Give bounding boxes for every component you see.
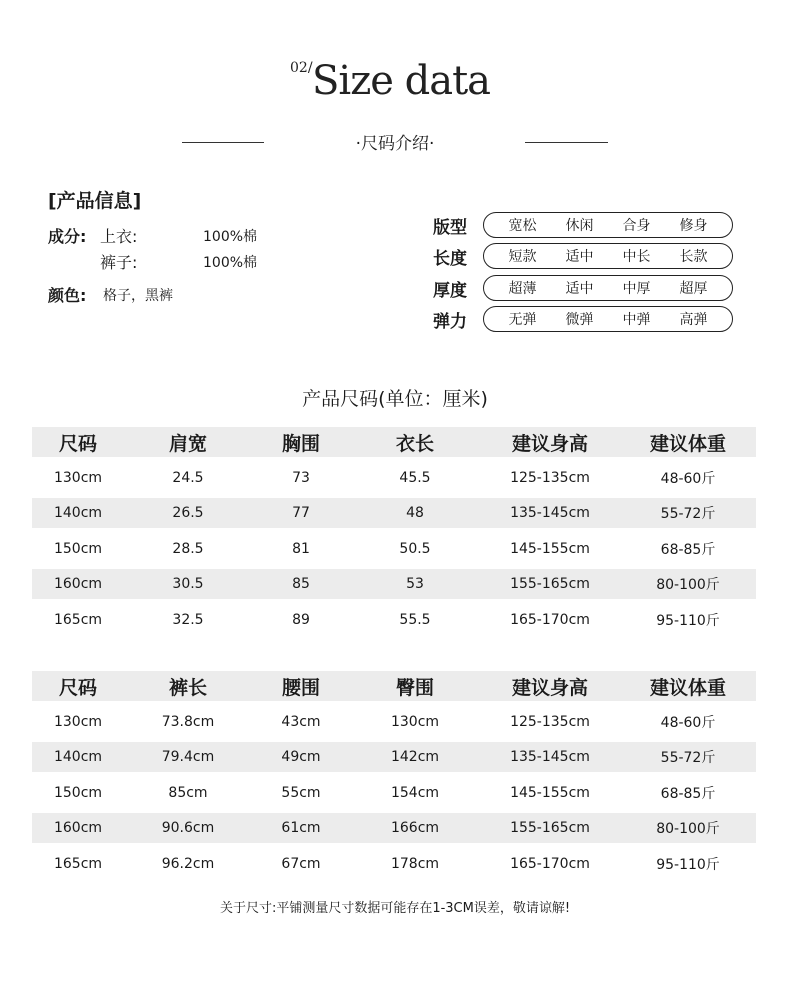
attribute-option: 超薄	[508, 281, 537, 297]
table-cell: 68-85斤	[660, 785, 716, 802]
section-number: 02/	[290, 60, 313, 76]
table-cell: 165cm	[53, 855, 103, 872]
measurement-note: 关于尺寸:平铺测量尺寸数据可能存在1-3CM误差，敬请谅解!	[219, 901, 571, 916]
table-cell: 43cm	[281, 713, 321, 730]
table-row	[32, 701, 756, 742]
header-cell: 建议身高	[511, 676, 588, 699]
table-cell: 95-110斤	[656, 612, 720, 629]
attribute-option: 超厚	[679, 281, 708, 297]
header-cell: 衣长	[395, 432, 434, 455]
table-cell: 55-72斤	[660, 506, 716, 522]
size-table-title: 产品尺码(单位：厘米)	[302, 388, 488, 410]
attribute-option: 高弹	[679, 312, 708, 328]
attribute-option: 适中	[565, 281, 594, 297]
header-cell: 胸围	[281, 432, 320, 455]
table-cell: 155-165cm	[510, 820, 590, 836]
header-cell: 肩宽	[168, 432, 207, 455]
material-label: 成分:	[48, 227, 87, 246]
table-cell: 95-110斤	[656, 856, 720, 873]
attribute-option: 中长	[622, 249, 651, 265]
color-label: 颜色:	[48, 286, 87, 305]
table-cell: 145-155cm	[510, 540, 590, 557]
table-cell: 130cm	[390, 713, 440, 730]
header-cell: 尺码	[58, 432, 97, 455]
table-row	[32, 457, 756, 498]
table-cell: 125-135cm	[510, 469, 590, 486]
table-cell: 125-135cm	[510, 713, 590, 730]
attribute-options	[483, 243, 733, 269]
table-cell: 79.4cm	[161, 749, 215, 765]
table-cell: 50.5	[399, 540, 431, 557]
table-header	[32, 671, 756, 701]
attribute-row-length	[433, 243, 733, 269]
table-cell: 155-165cm	[510, 576, 590, 592]
table-cell: 140cm	[53, 749, 103, 765]
table-cell: 45.5	[399, 469, 431, 486]
table-cell: 55.5	[399, 611, 431, 628]
table-cell: 30.5	[172, 576, 204, 592]
table-cell: 85cm	[168, 784, 208, 801]
table-cell: 96.2cm	[161, 855, 215, 872]
top-value: 100%棉	[203, 229, 258, 245]
bottom-size-table	[32, 671, 756, 884]
table-cell: 67cm	[281, 855, 321, 872]
table-cell: 80-100斤	[656, 821, 720, 837]
table-header	[32, 427, 756, 457]
attribute-label: 版型	[433, 217, 467, 238]
table-cell: 68-85斤	[660, 541, 716, 558]
attribute-option: 中厚	[622, 281, 651, 297]
table-cell: 77	[292, 505, 310, 521]
attribute-row-elasticity	[433, 306, 733, 332]
table-cell: 150cm	[53, 540, 103, 557]
table-row	[32, 813, 756, 843]
table-cell: 48-60斤	[660, 714, 716, 731]
table-cell: 73.8cm	[161, 713, 215, 730]
header-cell: 尺码	[58, 676, 97, 699]
table-cell: 160cm	[53, 576, 103, 592]
table-row	[32, 498, 756, 528]
attribute-label: 弹力	[433, 311, 467, 332]
color-value: 格子，黑裤	[103, 288, 173, 304]
attribute-option: 修身	[679, 218, 708, 234]
table-cell: 135-145cm	[510, 749, 590, 765]
table-cell: 73	[292, 469, 310, 486]
table-cell: 165-170cm	[510, 611, 590, 628]
table-cell: 90.6cm	[161, 820, 215, 836]
attribute-label: 厚度	[433, 280, 467, 301]
header-cell: 臀围	[395, 676, 434, 699]
attribute-option: 中弹	[622, 312, 651, 328]
attribute-row-thickness	[433, 275, 733, 301]
page-title: Size data	[312, 58, 491, 104]
table-cell: 53	[406, 576, 424, 592]
table-cell: 55-72斤	[660, 750, 716, 766]
header-cell: 建议身高	[511, 432, 588, 455]
table-row	[32, 772, 756, 813]
table-cell: 48-60斤	[660, 470, 716, 487]
table-cell: 80-100斤	[656, 577, 720, 593]
table-cell: 49cm	[281, 749, 321, 765]
table-row	[32, 528, 756, 569]
table-cell: 32.5	[172, 611, 204, 628]
table-cell: 165-170cm	[510, 855, 590, 872]
header-cell: 裤长	[168, 676, 207, 699]
table-row	[32, 569, 756, 599]
table-cell: 81	[292, 540, 310, 557]
table-cell: 140cm	[53, 505, 103, 521]
attribute-row-fit	[433, 212, 733, 238]
table-cell: 130cm	[53, 713, 103, 730]
table-cell: 166cm	[390, 820, 440, 836]
top-size-table	[32, 427, 756, 640]
table-cell: 85	[292, 576, 310, 592]
table-row	[32, 843, 756, 884]
table-cell: 61cm	[281, 820, 321, 836]
table-cell: 89	[292, 611, 310, 628]
table-cell: 48	[406, 505, 424, 521]
attribute-option: 适中	[565, 249, 594, 265]
attribute-options	[483, 275, 733, 301]
header-cell: 腰围	[281, 676, 320, 699]
pants-label: 裤子:	[100, 253, 138, 272]
attribute-label: 长度	[433, 248, 467, 269]
table-cell: 150cm	[53, 784, 103, 801]
table-cell: 154cm	[390, 784, 440, 801]
header-cell: 建议体重	[649, 676, 726, 699]
table-cell: 135-145cm	[510, 505, 590, 521]
table-cell: 26.5	[172, 505, 204, 521]
table-cell: 28.5	[172, 540, 204, 557]
header-cell: 建议体重	[649, 432, 726, 455]
table-cell: 145-155cm	[510, 784, 590, 801]
table-cell: 142cm	[390, 749, 440, 765]
table-cell: 165cm	[53, 611, 103, 628]
table-row	[32, 599, 756, 640]
attribute-option: 短款	[508, 249, 537, 265]
pants-value: 100%棉	[203, 255, 258, 271]
table-cell: 24.5	[172, 469, 204, 486]
attribute-options	[483, 212, 733, 238]
table-cell: 55cm	[281, 784, 321, 801]
product-info-heading: [产品信息]	[48, 190, 142, 212]
table-row	[32, 742, 756, 772]
table-cell: 160cm	[53, 820, 103, 836]
section-subtitle: ·尺码介绍·	[355, 134, 435, 154]
attribute-option: 长款	[679, 249, 708, 265]
attribute-options	[483, 306, 733, 332]
attribute-option: 合身	[622, 218, 651, 234]
table-cell: 178cm	[390, 855, 440, 872]
attribute-option: 无弹	[508, 312, 537, 328]
top-label: 上衣:	[100, 227, 138, 246]
table-cell: 130cm	[53, 469, 103, 486]
attribute-option: 宽松	[508, 218, 537, 234]
attribute-option: 微弹	[565, 312, 594, 328]
attribute-option: 休闲	[565, 218, 594, 234]
